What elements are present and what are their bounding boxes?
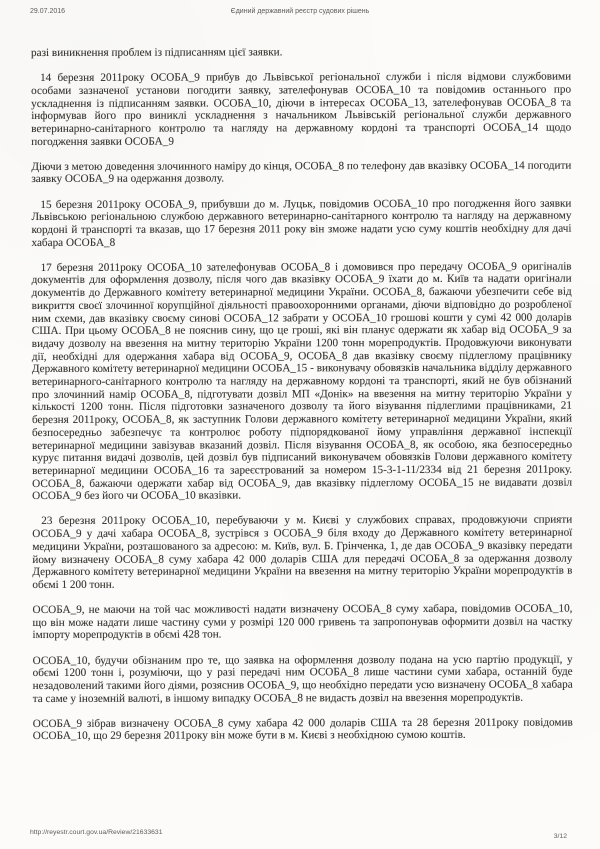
document-paragraph: ОСОБА_9, не маючи на той час можливості надати визначену ОСОБА_8 суму хабара, повідомив ОСОБА_10, що він може надати лише частину суми у розмірі 120 000 гривень та запропонував оформити дозвіл на частку імпорту морепродуктів в обємі 428 тон.: [32, 602, 573, 642]
document-body: [31, 46, 573, 756]
document-paragraph: Діючи з метою доведення злочинного наміру до кінця, ОСОБА_8 по телефону дав вказівку ОСОБА_14 погодити заявку ОСОБА_9 на одержання дозволу.: [31, 159, 572, 186]
document-paragraph: 23 березня 2011року ОСОБА_10, перебуваючи у м. Києві у службових справах, продовжуючи сприяти ОСОБА_9 у дачі хабара ОСОБА_8, зустрівся з ОСОБА_9 біля входу до Державного комітету ветеринарної медицини України, розташованого за адресою: м. Київ, вул. Б. Грінченка, 1, де дав ОСОБА_9 вказівку передати йому визначену ОСОБА_8 суму хабара 42 000 доларів США для передачі ОСОБА_8 за одержання дозволу Державного комітету ветеринарної медицини України на ввезення на митну територію України морепродуктів в обємі 1 200 тонн.: [32, 514, 573, 591]
print-date: 29.07.2016: [30, 8, 66, 15]
registry-title: Єдиний державний реєстр судових рішень: [230, 8, 370, 15]
document-paragraph: 17 березня 2011року ОСОБА_10 зателефонував ОСОБА_8 і домовився про передачу ОСОБА_9 оригіналів документів для оформлення дозволу, після чого дав вказівку ОСОБА_9 їхати до м. Київ та надати оригінали документів до Державного комітету ветеринарної медицини України. ОСОБА_8, бажаючи убезпечити себе від викриття своєї злочинної корупційної діяльності правоохоронними органами, діючи відповідно до розробленої ним схеми, дав вказівку своєму синові ОСОБА_12 забрати у ОСОБА_10 грошові кошти у сумі 42 000 доларів США. При цьому ОСОБА_8 не пояснив сину, що це гроші, які він планує одержати як хабар від ОСОБА_9 за видачу дозволу на ввезення на митну територію України 1200 тонн морепродуктів. Продовжуючи виконувати дії, необхідні для одержання хабара від ОСОБА_9, ОСОБА_8 дав вказівку своєму підлеглому працівнику Державного комітету ветеринарної медицини ОСОБА_15 - виконувачу обовязків начальника відділу державного ветеринарного-санітарного контролю та нагляду на державному кордоні та транспорті, який не був обізнаний про злочинний намір ОСОБА_8, підготувати дозвіл МП «Донік» на ввезення на митну територію України у кількості 1200 тонн. Після підготовки зазначеного дозволу та його візування підлеглими працівниками, 21 березня 2011року, ОСОБА_8, як заступник Голови державного комітету ветеринарної медицини України, який безпосередньо забезпечує та контролює роботу підпорядкованої йому управління державної інспекції ветеринарної медицини завізував вказаний дозвіл. Після візування ОСОБА_8, як особою, яка безпосередньо курує питання видачі дозволів, цей дозвіл був підписаний виконувачем обовязків Голови державного комітету ветеринарної медицини ОСОБА_16 та зареєстрований за номером 15-3-1-11/2334 від 21 березня 2011року. ОСОБА_8, бажаючи одержати хабар від ОСОБА_9, дав вказівку підлеглому ОСОБА_15 не видавати дозвіл ОСОБА_9 без його чи ОСОБА_10 вказівки.: [31, 260, 573, 503]
document-paragraph: ОСОБА_9 зібрав визначену ОСОБА_8 суму хабара 42 000 доларів США та 28 березня 2011року повідомив ОСОБА_10, що 29 березня 2011року він може бути в м. Києві з необхідною сумою коштів.: [32, 716, 573, 743]
document-paragraph: 14 березня 2011року ОСОБА_9 прибув до Львівської регіональної служби і після відмови службовими особами зазначеної установи погодити заявку, зателефонував ОСОБА_10 та повідомив останнього про ускладнення із підписанням заявки. ОСОБА_10, діючи в інтересах ОСОБА_13, зателефонував ОСОБА_8 та інформував його про виниклі ускладнення з начальником Львівській регіональної служби державного ветеринарно-санітарного контролю та нагляду на державному кордоні та транспорті ОСОБА_14 щодо погодження заявки ОСОБА_9: [31, 70, 572, 148]
document-paragraph: разі виникнення проблем із підписанням цієї заявки.: [31, 46, 283, 59]
page-header: [0, 6, 600, 20]
document-paragraph: ОСОБА_10, будучи обізнаним про те, що заявка на оформлення дозволу подана на усю партію продукції, у обємі 1200 тонн і, розуміючи, що у разі передачі ним ОСОБА_8 лише частини суми хабара, останній буде незадоволений такими його діями, розяснив ОСОБА_9, що необхідно передати усю визначену ОСОБА_8 хабара та саме у іноземній валюті, в іншому випадку ОСОБА_8 не видасть дозвіл на ввезення морепродуктів.: [32, 653, 573, 705]
page-number: 3/12: [553, 833, 567, 840]
page-footer: [30, 829, 570, 841]
document-paragraph: 15 березня 2011року ОСОБА_9, прибувши до м. Луцьк, повідомив ОСОБА_10 про погодження його заявки Львівською регіональною службою державного ветеринарно-санітарного контролю та нагляду на державному кордоні й транспорті та вказав, що 17 березня 2011 року він зможе надати усю суму коштів необхідну для дачі хабара ОСОБА_8: [31, 197, 572, 249]
source-url: http://reyestr.court.gov.ua/Review/21633631: [30, 829, 163, 836]
